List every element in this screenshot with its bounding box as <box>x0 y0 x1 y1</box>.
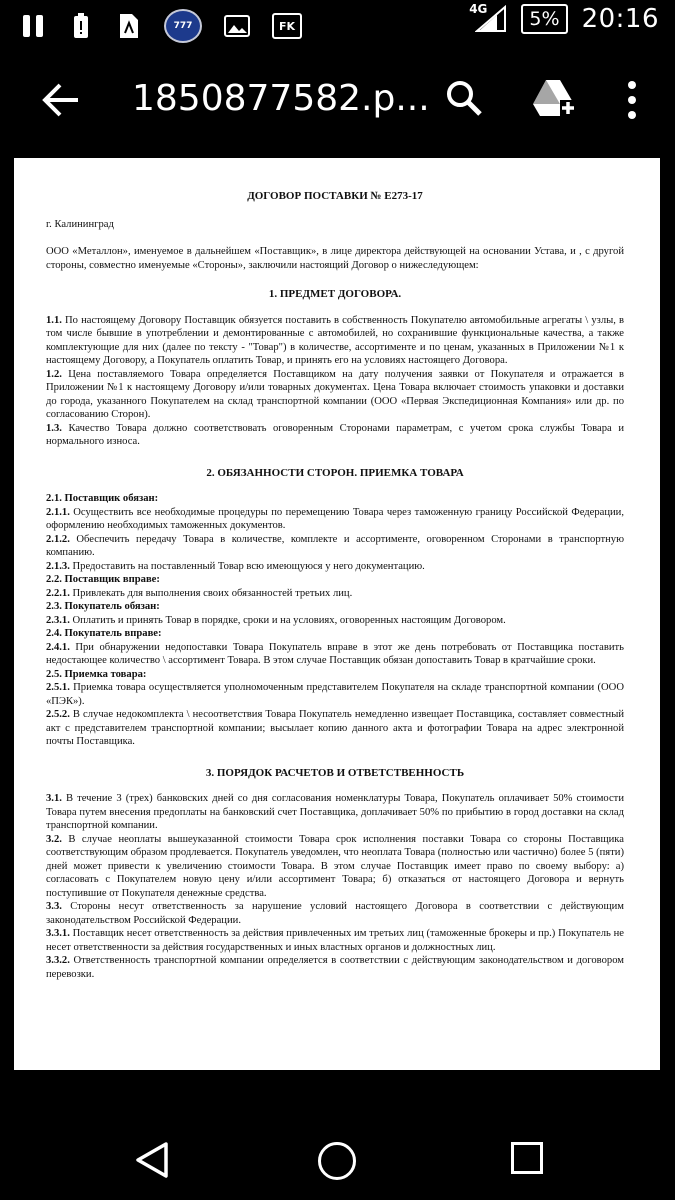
network-type: 4G <box>469 2 488 16</box>
section-1-title: 1. ПРЕДМЕТ ДОГОВОРА. <box>268 288 402 300</box>
clause-2-1-2 <box>46 533 624 560</box>
clause-text: По настоящему Договору Поставщик обязуется поставить в собственность Покупателю автомобильные агрегаты \ узлы, в том числе бывшие в употреблении и демонтированные с автомобилей, но сохранившие функциональные качества, а также комплектующие для них (далее по тексту - "Товар") в количестве, ассортименте и по ценам, указанных в Приложении №1 к настоящему Договору, а Покупатель оплатить Товар, и принять его на условиях настоящего Договора. <box>46 314 624 366</box>
clause-number: 2.1.3. <box>46 560 70 572</box>
clock: 20:16 <box>581 4 659 34</box>
clause-text: Цена поставляемого Товара определяется Поставщиком на дату получения заявки от Покупателя и отражается в Приложении №1 к настоящему Договору и/или товарных документах. Цена Товара включает стоимость упаковки и доставки до города, указанного Покупателем на склад транспортной компании (ООО «Первая Экспедиционная Компания» или др. по согласованию Сторон). <box>46 368 624 420</box>
clause-text: При обнаружении недопоставки Товара Покупатель вправе в этот же день потребовать от Поставщика поставить недостающее количество \ ассортимент Товара. В этом случае Поставщик обязан допоставить Товар в кратчайшие сроки. <box>46 641 624 666</box>
clause-number: 1.1. <box>46 314 62 326</box>
section-3-title: 3. ПОРЯДОК РАСЧЕТОВ И ОТВЕТСТВЕННОСТЬ <box>205 766 465 779</box>
clause-3-2 <box>46 833 624 901</box>
clause-number: 1.2. <box>46 368 62 380</box>
clause-1-1 <box>46 314 624 368</box>
clause-number: 2.4.1. <box>46 641 70 653</box>
clause-number: 1.3. <box>46 422 62 434</box>
clause-number: 3.3.1. <box>46 928 70 939</box>
clause-3-3 <box>46 900 624 927</box>
clause-text: Привлекать для выполнения своих обязанностей третьих лиц. <box>69 587 353 599</box>
clause-text: В течение 3 (трех) банковских дней со дня согласования номенклатуры Товара, Покупатель оплачивает 50% стоимости Товара путем внесения предоплаты на банковский счет Поставщика, доплачивает 50% по прибытию в город доставки на склад транспортной компании. <box>46 793 624 831</box>
contract-city: г. Калининград <box>46 218 114 230</box>
subsection-2-3: 2.3. Покупатель обязан: <box>46 601 160 612</box>
clause-text: Качество Товара должно соответствовать оговоренным Сторонами параметрам, с учетом срока службы Товара и нормального износа. <box>46 422 624 447</box>
subsection-2-2: 2.2. Поставщик вправе: <box>46 574 160 585</box>
image-icon <box>224 13 250 39</box>
clause-2-2-1 <box>46 587 624 601</box>
document-title: 1850877582.p... <box>132 78 430 119</box>
clause-number: 2.1.2. <box>46 533 70 545</box>
clause-text: В случае недокомплекта \ несоответствия Товара Покупатель немедленно извещает Поставщика, составляет совместный акт с представителем транспортной компании; высылает копию данного акта и фотографии Товара на адрес электронной почты Поставщика. <box>46 709 624 747</box>
clause-1-2 <box>46 368 624 422</box>
clause-number: 2.5.2. <box>46 709 70 720</box>
battery-indicator: 5% <box>521 4 567 34</box>
clause-text: Поставщик несет ответственность за действия привлеченных им третьих лиц (таможенные брокеры и пр.) Покупатель не несет ответственности за действия государственных и иных властных органов и должностных лиц. <box>46 928 624 953</box>
clause-text: Стороны несут ответственность за нарушение условий настоящего Договора в соответствии с действующим законодательством Российской Федерации. <box>46 901 624 926</box>
document-content <box>46 190 624 981</box>
clause-number: 3.1. <box>46 793 62 804</box>
add-to-drive-icon[interactable] <box>532 78 576 118</box>
clause-3-1 <box>46 792 624 833</box>
clause-number: 2.3.1. <box>46 614 70 626</box>
contract-title: ДОГОВОР ПОСТАВКИ № Е273-17 <box>247 190 423 202</box>
notification-icons <box>20 9 302 43</box>
contract-intro: ООО «Металлон», именуемое в дальнейшем «Поставщик», в лице директора действующей на основании Устава, и , с другой стороны, совместно именуемые «Стороны», заключили настоящий Договор о нижеследующем: <box>46 246 624 271</box>
clause-text: Приемка товара осуществляется уполномоченным представителем Покупателя на складе транспортной компании (ООО «ПЭК»). <box>46 682 624 707</box>
nav-home-icon[interactable] <box>318 1142 356 1180</box>
clause-text: Оплатить и принять Товар в порядке, сроки и на условиях, оговоренных настоящим Договором. <box>69 614 506 626</box>
back-arrow-icon[interactable] <box>40 82 80 118</box>
pause-icon <box>20 13 46 39</box>
clause-2-3-1 <box>46 614 624 628</box>
status-bar <box>0 0 675 48</box>
search-icon[interactable] <box>444 78 484 118</box>
fk-app-icon: FK <box>272 13 302 39</box>
clause-number: 2.2.1. <box>46 587 70 599</box>
clause-number: 3.2. <box>46 833 62 845</box>
clause-text: Предоставить на поставленный Товар всю имеющуюся у него документацию. <box>69 560 425 572</box>
subsection-2-1: 2.1. Поставщик обязан: <box>46 493 159 504</box>
subsection-2-5: 2.5. Приемка товара: <box>46 668 147 680</box>
battery-alert-icon <box>68 13 94 39</box>
clause-text: В случае неоплаты вышеуказанной стоимости Товара срок исполнения поставки Товара со стороны Поставщика соответствующим образом продлевается. Покупатель уведомлен, что неоплата Товара (полностью или частично) более 5 (пяти) дней может привести к увеличению стоимости Товара. В этом случае Поставщик имеет право по своему выбору: а) согласовать с Покупателем новую цену и/или ассортимент Товара; б) отказаться от настоящего Договора и вернуть поступившие от Покупателя денежные средства. <box>46 833 624 899</box>
clause-number: 3.3. <box>46 901 62 912</box>
clause-3-3-2 <box>46 954 624 981</box>
clause-1-3 <box>46 422 624 449</box>
nav-back-icon[interactable] <box>132 1140 172 1180</box>
file-icon <box>116 13 142 39</box>
clause-text: Ответственность транспортной компании определяется в соответствии с действующим законодательством и договором перевозки. <box>46 955 624 980</box>
clause-text: Осуществить все необходимые процедуры по перемещению Товара через таможенную границу Российской Федерации, оформлению необходимых таможенных документов. <box>46 506 624 531</box>
nav-recents-icon[interactable] <box>511 1142 543 1174</box>
clause-3-3-1 <box>46 927 624 954</box>
clause-number: 2.1.1. <box>46 506 70 518</box>
clause-2-5-1 <box>46 681 624 708</box>
subsection-2-4: 2.4. Покупатель вправе: <box>46 628 162 639</box>
clause-number: 3.3.2. <box>46 955 70 966</box>
app-notification-icon: 777 <box>164 9 202 43</box>
navigation-bar <box>0 1100 675 1200</box>
clause-2-1-1 <box>46 506 624 533</box>
clause-number: 2.5.1. <box>46 682 70 693</box>
clause-2-4-1 <box>46 641 624 668</box>
clause-2-1-3 <box>46 560 624 574</box>
section-2-title: 2. ОБЯЗАННОСТИ СТОРОН. ПРИЕМКА ТОВАРА <box>206 466 464 479</box>
system-icons <box>443 4 659 34</box>
more-options-icon[interactable] <box>627 80 637 120</box>
clause-2-5-2 <box>46 708 624 749</box>
app-bar <box>0 48 675 152</box>
document-page[interactable] <box>14 158 660 1070</box>
clause-text: Обеспечить передачу Товара в количестве, комплекте и ассортименте, оговоренном Сторонами в транспортную компанию. <box>46 533 624 558</box>
